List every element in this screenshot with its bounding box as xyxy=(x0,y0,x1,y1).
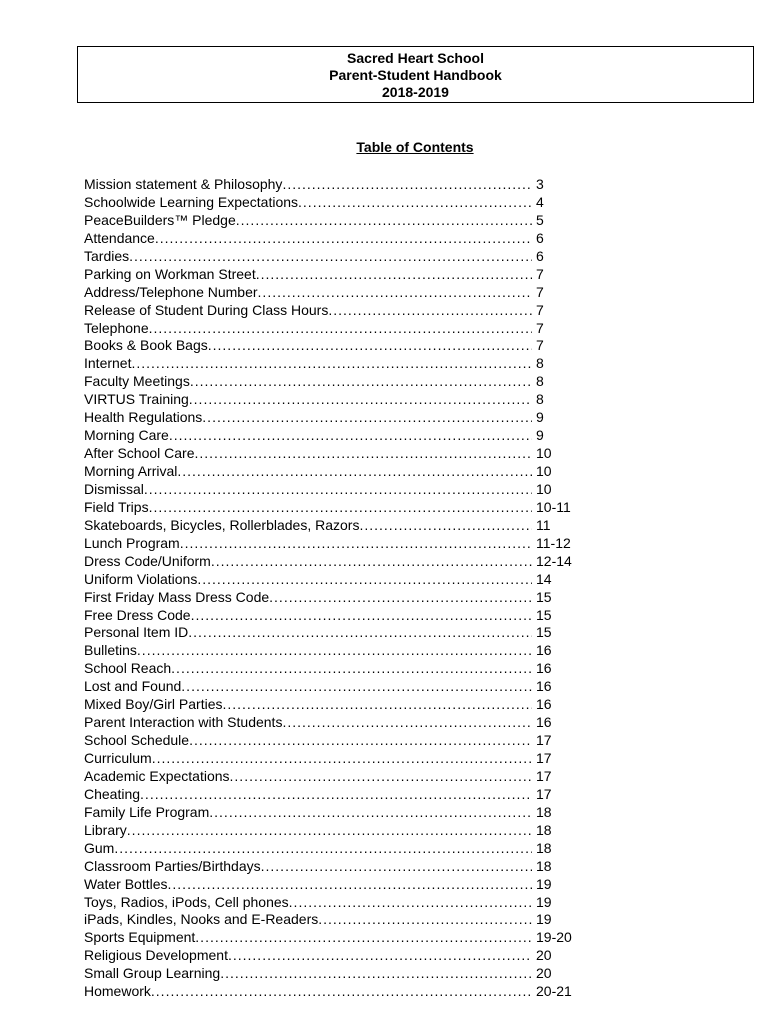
toc-entry-label: Attendance xyxy=(84,229,155,246)
toc-entry xyxy=(84,894,584,912)
toc-entry xyxy=(84,876,584,894)
toc-entry xyxy=(84,391,584,409)
toc-entry xyxy=(84,571,584,589)
dot-leader xyxy=(209,804,532,820)
dot-leader xyxy=(168,876,532,892)
dot-leader xyxy=(230,768,532,784)
toc-entry-label-wrap xyxy=(84,176,532,194)
toc-entry xyxy=(84,355,584,373)
toc-entry-page: 20 xyxy=(536,947,552,964)
toc-entry-label: Personal Item ID xyxy=(84,624,189,641)
toc-entry-label: Morning Care xyxy=(84,427,169,444)
dot-leader xyxy=(328,302,532,318)
toc-entry-label: PeaceBuilders™ Pledge xyxy=(84,211,236,228)
toc-entry xyxy=(84,230,584,248)
dot-leader xyxy=(171,660,532,676)
toc-entry-page: 10 xyxy=(536,463,552,479)
toc-entry-page: 4 xyxy=(536,193,544,210)
toc-entry-label: Dismissal xyxy=(84,480,144,497)
toc-entry xyxy=(84,248,584,266)
toc-entry xyxy=(84,427,584,445)
dot-leader xyxy=(127,822,532,838)
toc-entry xyxy=(84,266,584,284)
toc-entry-label: Health Regulations xyxy=(84,409,203,426)
dot-leader xyxy=(208,337,532,353)
toc-entry xyxy=(84,409,584,427)
dot-leader xyxy=(202,409,532,425)
school-name: Sacred Heart School xyxy=(347,50,484,66)
toc-entry-page: 16 xyxy=(536,642,552,659)
toc-entry xyxy=(84,840,584,858)
toc-entry-page: 8 xyxy=(536,373,544,390)
toc-entry xyxy=(84,965,584,983)
toc-entry xyxy=(84,607,584,625)
dot-leader xyxy=(195,929,532,945)
toc-entry-label-wrap xyxy=(84,373,532,391)
toc-entry-page: 7 xyxy=(536,265,544,282)
toc-entry-page: 18 xyxy=(536,839,552,856)
dot-leader xyxy=(359,517,532,533)
toc-entry-label: Sports Equipment xyxy=(84,929,196,946)
toc-entry-label: First Friday Mass Dress Code xyxy=(84,588,270,605)
toc-entry-label-wrap xyxy=(84,678,532,696)
toc-entry-label-wrap xyxy=(84,786,532,804)
toc-entry-label-wrap xyxy=(84,983,532,1001)
toc-entry xyxy=(84,858,584,876)
toc-entry-label-wrap xyxy=(84,714,532,732)
toc-entry-label: Toys, Radios, iPods, Cell phones xyxy=(84,893,289,910)
toc-entry xyxy=(84,714,584,732)
dot-leader xyxy=(228,947,532,963)
toc-entry xyxy=(84,553,584,571)
toc-entry-label-wrap xyxy=(84,284,532,302)
school-year: 2018-2019 xyxy=(382,84,449,100)
dot-leader xyxy=(151,983,532,999)
toc-entry-page: 20 xyxy=(536,965,552,982)
toc-entry-page: 19 xyxy=(536,911,552,928)
toc-entry-label: Water Bottles xyxy=(84,875,168,892)
toc-entry-label: After School Care xyxy=(84,445,195,462)
toc-entry-page: 18 xyxy=(536,857,552,874)
toc-entry-label: Parent Interaction with Students xyxy=(84,714,283,731)
toc-entry-page: 19-20 xyxy=(536,929,572,946)
toc-entry-label-wrap xyxy=(84,337,532,355)
dot-leader xyxy=(129,248,532,264)
toc-entry xyxy=(84,284,584,302)
toc-entry-label-wrap xyxy=(84,194,532,212)
toc-entry xyxy=(84,642,584,660)
toc-entry-label-wrap xyxy=(84,409,532,427)
toc-entry-label: Schoolwide Learning Expectations xyxy=(84,193,299,210)
toc-entry-page: 19 xyxy=(536,893,552,910)
toc-entry-label: Religious Development xyxy=(84,947,228,964)
toc-entry-label-wrap xyxy=(84,894,532,912)
toc-entry xyxy=(84,624,584,642)
toc-entry-label: Academic Expectations xyxy=(84,767,230,784)
toc-entry-label: Free Dress Code xyxy=(84,606,191,623)
toc-entry-label-wrap xyxy=(84,499,532,517)
dot-leader xyxy=(188,624,532,640)
toc-entry-page: 11 xyxy=(536,516,551,533)
toc-entry-page: 15 xyxy=(536,588,552,605)
toc-entry-label: Field Trips xyxy=(84,498,149,515)
toc-entry-page: 18 xyxy=(536,821,552,838)
toc-entry-label: Faculty Meetings xyxy=(84,373,190,390)
toc-entry-label-wrap xyxy=(84,391,532,409)
toc-entry-label-wrap xyxy=(84,517,532,535)
toc-entry-page: 14 xyxy=(536,570,552,587)
toc-entry xyxy=(84,911,584,929)
toc-entry-page: 10-11 xyxy=(536,498,571,515)
toc-entry-page: 16 xyxy=(536,660,552,677)
toc-entry-label-wrap xyxy=(84,732,532,750)
handbook-title: Parent-Student Handbook xyxy=(329,67,502,83)
dot-leader xyxy=(131,355,532,371)
toc-entry-page: 17 xyxy=(536,750,552,766)
toc-entry-page: 9 xyxy=(536,409,544,426)
toc-entry-page: 5 xyxy=(536,211,544,228)
toc-entry-label-wrap xyxy=(84,624,532,642)
toc-entry-page: 16 xyxy=(536,678,552,695)
toc-entry-page: 18 xyxy=(536,803,552,820)
toc-entry-label: School Schedule xyxy=(84,732,190,749)
toc-entry xyxy=(84,804,584,822)
toc-entry xyxy=(84,696,584,714)
toc-entry-label-wrap xyxy=(84,660,532,678)
dot-leader xyxy=(220,965,532,981)
dot-leader xyxy=(181,678,532,694)
toc-entry-label: iPads, Kindles, Nooks and E-Readers xyxy=(84,911,319,928)
dot-leader xyxy=(195,445,533,461)
toc-entry-label-wrap xyxy=(84,571,532,589)
toc-entry-page: 6 xyxy=(536,229,544,246)
toc-entry xyxy=(84,302,584,320)
dot-leader xyxy=(155,230,532,246)
dot-leader xyxy=(289,894,532,910)
dot-leader xyxy=(177,463,532,479)
toc-entry xyxy=(84,983,584,1001)
toc-entry-label-wrap xyxy=(84,696,532,714)
toc-entry-label-wrap xyxy=(84,230,532,248)
toc-entry-label-wrap xyxy=(84,947,532,965)
toc-entry xyxy=(84,732,584,750)
dot-leader xyxy=(169,427,532,443)
toc-entry-label-wrap xyxy=(84,929,532,947)
toc-entry-label: Gum xyxy=(84,839,115,856)
toc-entry-page: 17 xyxy=(536,785,552,802)
toc-entry-label-wrap xyxy=(84,427,532,445)
dot-leader xyxy=(152,750,532,766)
toc-entry-label: Lost and Found xyxy=(84,678,182,695)
toc-entry xyxy=(84,337,584,355)
toc-entry-label: Books & Book Bags xyxy=(84,337,208,354)
toc-entry-label: Homework xyxy=(84,983,151,1000)
toc-entry-page: 17 xyxy=(536,767,552,784)
toc-entry-page: 3 xyxy=(536,176,544,192)
dot-leader xyxy=(140,786,532,802)
toc-entry-label-wrap xyxy=(84,302,532,320)
toc-entry xyxy=(84,373,584,391)
toc-entry-page: 15 xyxy=(536,606,552,623)
toc-entry-label-wrap xyxy=(84,750,532,768)
dot-leader xyxy=(197,571,532,587)
dot-leader xyxy=(298,194,532,210)
toc-entry-label-wrap xyxy=(84,553,532,571)
toc-entry-label: Address/Telephone Number xyxy=(84,283,258,300)
toc-entry-label: Bulletins xyxy=(84,642,137,659)
toc-entry-label: Small Group Learning xyxy=(84,965,221,982)
toc-entry xyxy=(84,660,584,678)
toc-list xyxy=(84,176,584,1001)
toc-entry xyxy=(84,947,584,965)
toc-entry-label-wrap xyxy=(84,840,532,858)
toc-entry xyxy=(84,463,584,481)
toc-entry-label-wrap xyxy=(84,535,532,553)
toc-entry-page: 7 xyxy=(536,283,544,300)
toc-entry xyxy=(84,822,584,840)
toc-entry-label-wrap xyxy=(84,911,532,929)
dot-leader xyxy=(137,642,532,658)
toc-entry-label: Skateboards, Bicycles, Rollerblades, Razors xyxy=(84,516,360,533)
toc-entry-label-wrap xyxy=(84,248,532,266)
dot-leader xyxy=(258,284,532,300)
dot-leader xyxy=(180,535,532,551)
dot-leader xyxy=(269,589,532,605)
dot-leader xyxy=(261,858,532,874)
toc-entry-label-wrap xyxy=(84,463,532,481)
toc-entry-label-wrap xyxy=(84,589,532,607)
toc-entry-label-wrap xyxy=(84,481,532,499)
toc-entry xyxy=(84,929,584,947)
toc-title: Table of Contents xyxy=(356,139,474,155)
toc-entry xyxy=(84,499,584,517)
toc-entry-label: Mixed Boy/Girl Parties xyxy=(84,696,223,713)
toc-entry xyxy=(84,535,584,553)
toc-entry xyxy=(84,768,584,786)
dot-leader xyxy=(190,373,532,389)
toc-entry-label-wrap xyxy=(84,355,532,373)
toc-entry xyxy=(84,589,584,607)
toc-entry-page: 11-12 xyxy=(536,534,571,551)
toc-entry-label-wrap xyxy=(84,858,532,876)
dot-leader xyxy=(318,911,532,927)
toc-entry xyxy=(84,212,584,230)
dot-leader xyxy=(189,391,532,407)
toc-entry-page: 7 xyxy=(536,337,544,354)
toc-entry-label: Telephone xyxy=(84,319,149,336)
toc-entry-page: 16 xyxy=(536,696,552,713)
dot-leader xyxy=(282,714,532,730)
toc-entry-label: Cheating xyxy=(84,785,141,802)
toc-entry-page: 17 xyxy=(536,732,552,749)
toc-entry-label-wrap xyxy=(84,804,532,822)
toc-entry xyxy=(84,517,584,535)
toc-entry-label-wrap xyxy=(84,320,532,338)
toc-entry-label: Curriculum xyxy=(84,750,152,766)
toc-entry-label-wrap xyxy=(84,607,532,625)
dot-leader xyxy=(222,696,532,712)
dot-leader xyxy=(282,176,532,192)
dot-leader xyxy=(256,266,532,282)
toc-entry-page: 19 xyxy=(536,875,552,892)
toc-entry-label: Family Life Program xyxy=(84,803,210,820)
toc-entry-page: 16 xyxy=(536,714,552,731)
toc-entry xyxy=(84,194,584,212)
toc-entry-label: Lunch Program xyxy=(84,534,180,551)
toc-entry-page: 12-14 xyxy=(536,552,572,569)
toc-entry-label-wrap xyxy=(84,768,532,786)
toc-entry xyxy=(84,678,584,696)
toc-entry-label-wrap xyxy=(84,642,532,660)
toc-entry-page: 9 xyxy=(536,427,544,444)
toc-entry-label: Morning Arrival xyxy=(84,463,178,479)
toc-entry-label-wrap xyxy=(84,266,532,284)
toc-entry-label-wrap xyxy=(84,822,532,840)
toc-entry-label: Release of Student During Class Hours xyxy=(84,301,329,318)
toc-entry-label-wrap xyxy=(84,876,532,894)
toc-entry-page: 15 xyxy=(536,624,552,641)
toc-entry-label: Dress Code/Uniform xyxy=(84,552,211,569)
toc-entry-page: 20-21 xyxy=(536,983,572,1000)
toc-entry-label: Tardies xyxy=(84,247,130,264)
dot-leader xyxy=(114,840,532,856)
dot-leader xyxy=(149,499,532,515)
dot-leader xyxy=(144,481,532,497)
toc-entry-label: Parking on Workman Street xyxy=(84,265,256,282)
dot-leader xyxy=(236,212,532,228)
dot-leader xyxy=(191,607,532,623)
toc-entry xyxy=(84,176,584,194)
toc-entry xyxy=(84,786,584,804)
toc-entry-page: 6 xyxy=(536,247,544,264)
toc-entry-page: 10 xyxy=(536,445,552,462)
toc-entry xyxy=(84,750,584,768)
toc-entry-page: 7 xyxy=(536,301,544,318)
toc-entry-page: 8 xyxy=(536,391,544,408)
toc-entry-label: VIRTUS Training xyxy=(84,391,189,408)
toc-entry-label: Mission statement & Philosophy xyxy=(84,176,283,192)
dot-leader xyxy=(149,320,532,336)
document-header xyxy=(77,46,754,103)
toc-entry-label-wrap xyxy=(84,445,532,463)
toc-entry-label: Internet xyxy=(84,355,132,372)
dot-leader xyxy=(211,553,532,569)
toc-entry-page: 8 xyxy=(536,355,544,372)
dot-leader xyxy=(189,732,532,748)
toc-entry-page: 10 xyxy=(536,480,552,497)
toc-entry xyxy=(84,481,584,499)
toc-entry-label: Classroom Parties/Birthdays xyxy=(84,857,261,874)
toc-entry xyxy=(84,445,584,463)
toc-entry-label-wrap xyxy=(84,212,532,230)
toc-entry xyxy=(84,320,584,338)
toc-entry-page: 7 xyxy=(536,319,544,336)
toc-entry-label: Uniform Violations xyxy=(84,570,198,587)
toc-entry-label: Library xyxy=(84,821,127,838)
toc-entry-label: School Reach xyxy=(84,660,172,677)
toc-entry-label-wrap xyxy=(84,965,532,983)
